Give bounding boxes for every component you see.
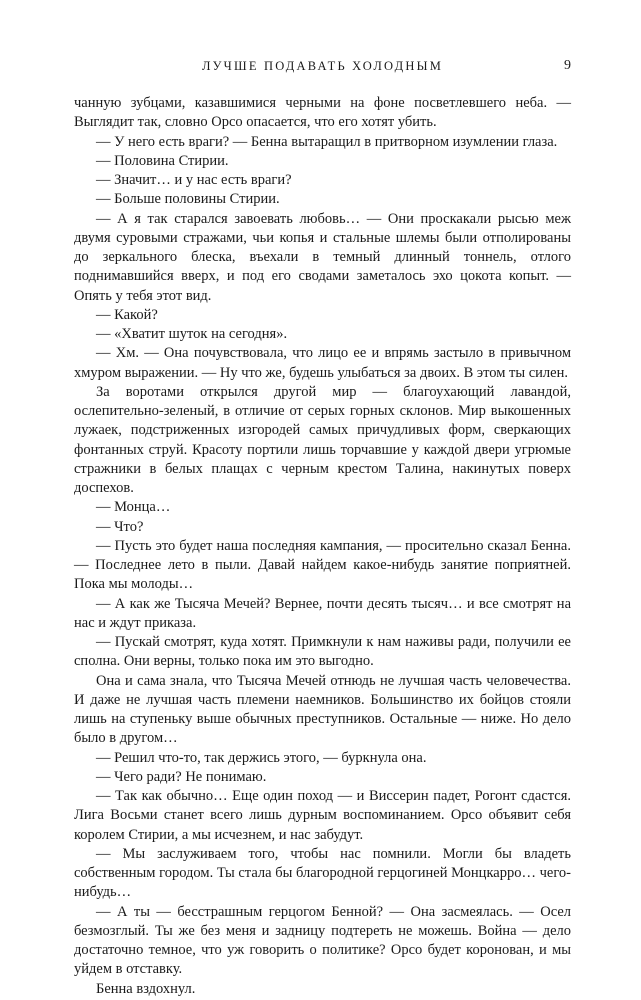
dialogue-line: — Чего ради? Не понимаю. bbox=[96, 768, 267, 785]
dialogue-line: — «Хватит шуток на сегодня». bbox=[96, 326, 288, 342]
dialogue-line: — Какой? bbox=[96, 306, 158, 323]
dialogue-line: — Больше половины Стирии. bbox=[96, 191, 280, 208]
dialogue-line: — Что? bbox=[96, 518, 144, 535]
dialogue-line: — Решил что-то, так держись этого, — буркнула она. bbox=[96, 749, 427, 766]
paragraph-continued: чанную зубцами, казавшимися черными на фоне посветлевшего неба. — Выглядит так, словно Орсо опасается, что его хотят убить. bbox=[74, 95, 571, 131]
narrative-paragraph: За воротами открылся другой мир — благоухающий лавандой, ослепительно-зеленый, в отличие от серых горных склонов. Мир выкошенных лужаек, подстриженных изгородей самых причудливых форм, сверкающих фонтанных струй. Красоту портили лишь торчавшие у каждой двери угрюмые стражники в белых плащах с черным крестом Талина, накинутых поверх доспехов. bbox=[74, 383, 571, 496]
dialogue-line: — А как же Тысяча Мечей? Вернее, почти десять тысяч… и все смотрят на нас и ждут приказа. bbox=[74, 595, 571, 631]
dialogue-line: — Половина Стирии. bbox=[96, 152, 229, 169]
dialogue-line: — А я так старался завоевать любовь… — Они проскакали рысью меж двумя суровыми стражами, чьи копья и стальные шлемы были отполированы до зеркального блеска, въехали в темный длинный тоннель, отлого поднимавшийся вверх, и под его сводами заметалось эхо цокота копыт. — Опять у тебя этот вид. bbox=[74, 210, 571, 304]
body-text bbox=[74, 94, 571, 999]
narrative-paragraph: Бенна вздохнул. bbox=[96, 980, 196, 997]
page-number: 9 bbox=[564, 58, 571, 73]
dialogue-line: — Значит… и у нас есть враги? bbox=[96, 172, 292, 188]
dialogue-line: — А ты — бесстрашным герцогом Бенной? — Она засмеялась. — Осел безмозглый. Ты же без меня и задницу подтереть не можешь. Война — дело достаточно темное, что уж говорить о политике? Орсо будет коронован, и мы уйдем в отставку. bbox=[74, 903, 571, 978]
dialogue-line: — Мы заслуживаем того, чтобы нас помнили. Могли бы владеть собственным городом. Ты стала бы благородной герцогиней Монцкарро… чего-нибудь… bbox=[74, 845, 571, 901]
dialogue-line: — Пускай смотрят, куда хотят. Примкнули к нам наживы ради, получили ее сполна. Они верны, только пока им это выгодно. bbox=[74, 634, 571, 670]
dialogue-line: — Хм. — Она почувствовала, что лицо ее и впрямь застыло в привычном хмуром выражении. — Ну что же, будешь улыбаться за двоих. В этом ты силен. bbox=[74, 345, 571, 381]
dialogue-line: — Так как обычно… Еще один поход — и Виссерин падет, Рогонт сдастся. Лига Восьми станет всего лишь дурным воспоминанием. Орсо объявит себя королем Стирии, а мы исчезнем, и нас забудут. bbox=[74, 788, 571, 843]
dialogue-line: — Монца… bbox=[96, 499, 171, 516]
narrative-paragraph: Она и сама знала, что Тысяча Мечей отнюдь не лучшая часть человечества. И даже не лучшая часть племени наемников. Большинство их бойцов стояли лишь на ступеньку выше обычных преступников. Остальные — ниже. Но дело было в другом… bbox=[74, 672, 571, 747]
running-title: ЛУЧШЕ ПОДАВАТЬ ХОЛОДНЫМ bbox=[201, 59, 444, 73]
running-head bbox=[74, 56, 571, 76]
dialogue-line: — У него есть враги? — Бенна вытаращил в притворном изумлении глаза. bbox=[96, 133, 558, 150]
dialogue-line: — Пусть это будет наша последняя кампания, — просительно сказал Бенна. — Последнее лето в пыли. Давай найдем какое-нибудь занятие поприятней. Пока мы молоды… bbox=[74, 537, 571, 593]
